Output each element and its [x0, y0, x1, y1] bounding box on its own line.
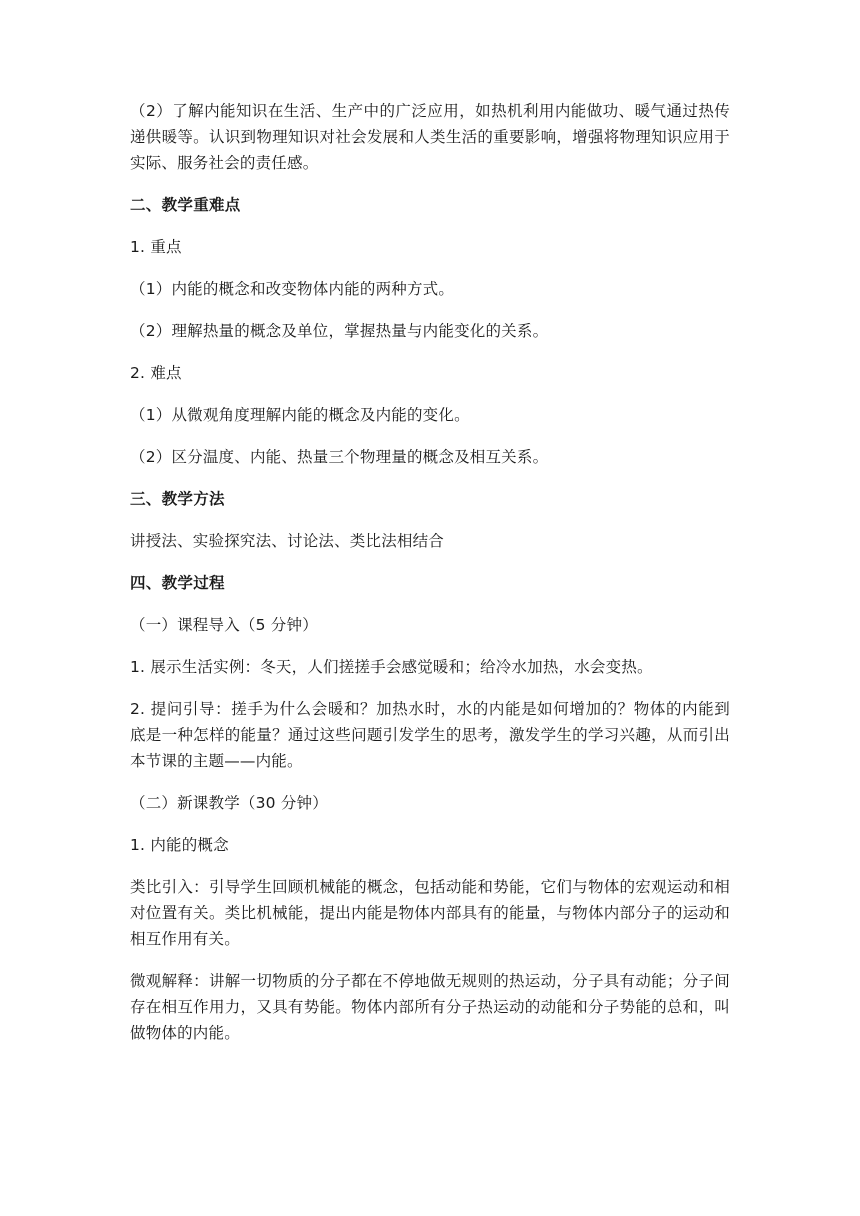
paragraph-micro: 微观解释：讲解一切物质的分子都在不停地做无规则的热运动，分子具有动能；分子间存在相互作用力，又具有势能。物体内部所有分子热运动的动能和分子势能的总和，叫做物体的内能。: [130, 972, 730, 1042]
document-body: [130, 98, 730, 1046]
paragraph-difficult-1: （1）从微观角度理解内能的概念及内能的变化。: [130, 406, 470, 424]
subheading-new-lesson: （二）新课教学（30 分钟）: [130, 794, 328, 812]
section-heading-methods: 三、教学方法: [130, 490, 225, 508]
subheading-difficult: 2. 难点: [130, 364, 182, 382]
subheading-intro: （一）课程导入（5 分钟）: [130, 616, 318, 634]
subheading-internal-energy: 1. 内能的概念: [130, 836, 229, 854]
paragraph-analogy: 类比引入：引导学生回顾机械能的概念，包括动能和势能，它们与物体的宏观运动和相对位置有关。类比机械能，提出内能是物体内部具有的能量，与物体内部分子的运动和相互作用有关。: [130, 878, 730, 948]
paragraph-intro-2: 2. 提问引导：搓手为什么会暖和？加热水时，水的内能是如何增加的？物体的内能到底是一种怎样的能量？通过这些问题引发学生的思考，激发学生的学习兴趣，从而引出本节课的主题——内能。: [130, 700, 730, 770]
paragraph-key-1: （1）内能的概念和改变物体内能的两种方式。: [130, 280, 455, 298]
subheading-key: 1. 重点: [130, 238, 182, 256]
paragraph-key-2: （2）理解热量的概念及单位，掌握热量与内能变化的关系。: [130, 322, 549, 340]
section-heading-key-points: 二、教学重难点: [130, 196, 241, 214]
paragraph-goal-2: （2）了解内能知识在生活、生产中的广泛应用，如热机利用内能做功、暖气通过热传递供暖等。认识到物理知识对社会发展和人类生活的重要影响，增强将物理知识应用于实际、服务社会的责任感。: [130, 102, 730, 172]
paragraph-difficult-2: （2）区分温度、内能、热量三个物理量的概念及相互关系。: [130, 448, 549, 466]
paragraph-intro-1: 1. 展示生活实例：冬天，人们搓搓手会感觉暖和；给冷水加热，水会变热。: [130, 658, 653, 676]
section-heading-process: 四、教学过程: [130, 574, 225, 592]
paragraph-methods: 讲授法、实验探究法、讨论法、类比法相结合: [130, 532, 445, 550]
